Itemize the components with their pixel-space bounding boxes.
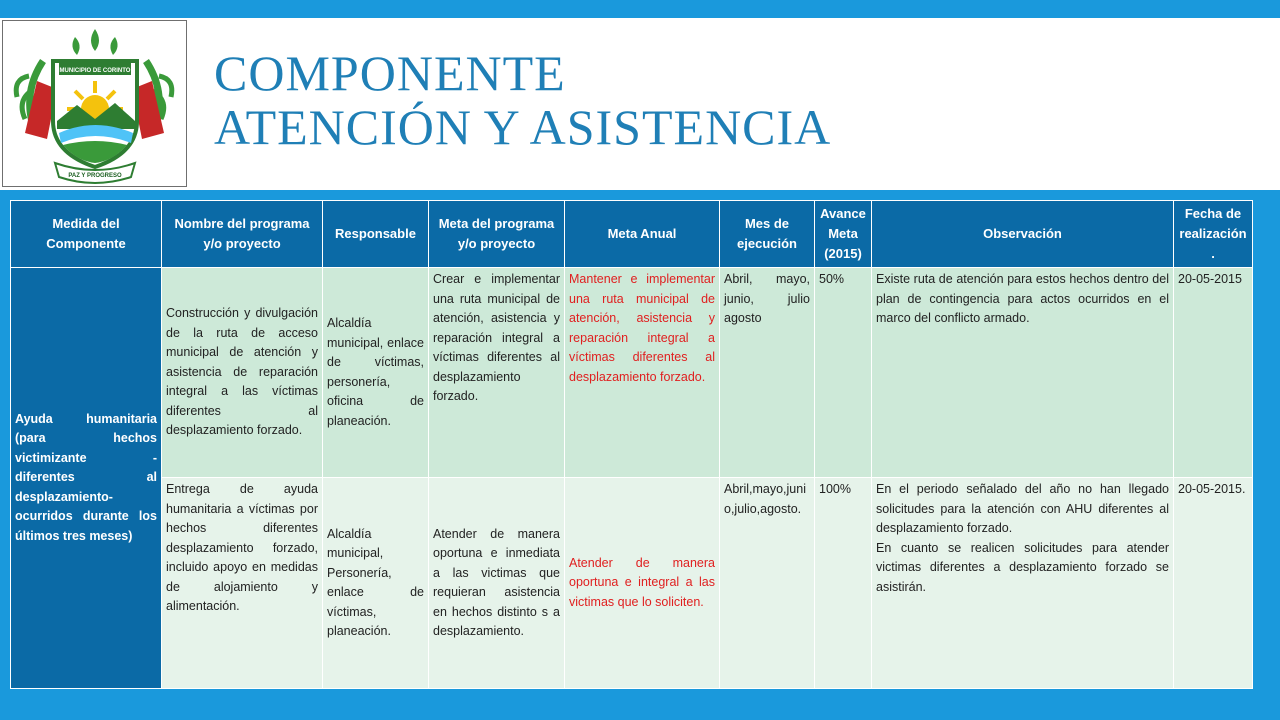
meta-anual-cell: Mantener e implementar una ruta municipal de atención, asistencia y reparación integral a víctimas diferentes al desplazamiento forzado.	[565, 268, 720, 478]
observacion-cell	[872, 478, 1174, 689]
programa-cell: Construcción y divulgación de la ruta de acceso municipal de atención y asistencia de reparación integral a las víctimas diferentes al desplazamiento forzado.	[162, 268, 323, 478]
mes-cell: Abril,mayo,junio,julio,agosto.	[720, 478, 815, 689]
header-fecha: Fecha de realización .	[1174, 201, 1253, 268]
observacion-cell: Existe ruta de atención para estos hechos dentro del plan de contingencia para actos ocurridos en el marco del conflicto armado.	[872, 268, 1174, 478]
header-mes: Mes de ejecución	[720, 201, 815, 268]
component-table	[10, 200, 1253, 689]
fecha-cell: 20-05-2015	[1174, 268, 1253, 478]
fecha-cell: 20-05-2015.	[1174, 478, 1253, 689]
meta-programa-cell: Atender de manera oportuna e inmediata a las victimas que requieran asistencia en hechos distinto s a desplazamiento.	[429, 478, 565, 689]
header-programa: Nombre del programa y/o proyecto	[162, 201, 323, 268]
responsable-cell: Alcaldía municipal, Personería, enlace de víctimas, planeación.	[323, 478, 429, 689]
header-observacion: Observación	[872, 201, 1174, 268]
header-meta-programa: Meta del programa y/o proyecto	[429, 201, 565, 268]
mes-cell: Abril, mayo, junio, julio agosto	[720, 268, 815, 478]
svg-text:MUNICIPIO DE CORINTO: MUNICIPIO DE CORINTO	[59, 68, 131, 74]
title-line-1: COMPONENTE	[214, 45, 566, 101]
header-medida: Medida del Componente	[11, 201, 162, 268]
table-header-row	[11, 201, 1253, 268]
title-line-2: ATENCIÓN Y ASISTENCIA	[214, 99, 832, 155]
observacion-paragraph-2: En cuanto se realicen solicitudes para atender victimas diferentes a desplazamiento forzado se asistirán.	[876, 540, 1169, 594]
page-title	[214, 46, 831, 154]
avance-cell: 50%	[815, 268, 872, 478]
measure-cell: Ayuda humanitaria (para hechos victimizante - diferentes al desplazamiento- ocurridos durante los últimos tres meses)	[11, 268, 162, 689]
top-band	[0, 0, 1280, 18]
meta-anual-cell: Atender de manera oportuna e integral a las victimas que lo soliciten.	[565, 478, 720, 689]
programa-cell: Entrega de ayuda humanitaria a víctimas por hechos diferentes desplazamiento forzado, incluido apoyo en medidas de alojamiento y alimentación.	[162, 478, 323, 689]
observacion-paragraph-1: En el periodo señalado del año no han llegado solicitudes para la atención con AHU diferentes al desplazamiento forzado.	[876, 482, 1169, 535]
header-responsable: Responsable	[323, 201, 429, 268]
coat-of-arms-icon	[3, 21, 186, 186]
svg-text:PAZ Y PROGRESO: PAZ Y PROGRESO	[68, 173, 122, 179]
table-row	[11, 478, 1253, 689]
avance-cell: 100%	[815, 478, 872, 689]
meta-programa-cell: Crear e implementar una ruta municipal de atención, asistencia y reparación integral a víctimas diferentes al desplazamiento forzado.	[429, 268, 565, 478]
header-avance: Avance Meta (2015)	[815, 201, 872, 268]
header-meta-anual: Meta Anual	[565, 201, 720, 268]
table-row	[11, 268, 1253, 478]
responsable-cell: Alcaldía municipal, enlace de víctimas, personería, oficina de planeación.	[323, 268, 429, 478]
municipality-logo	[2, 20, 187, 187]
